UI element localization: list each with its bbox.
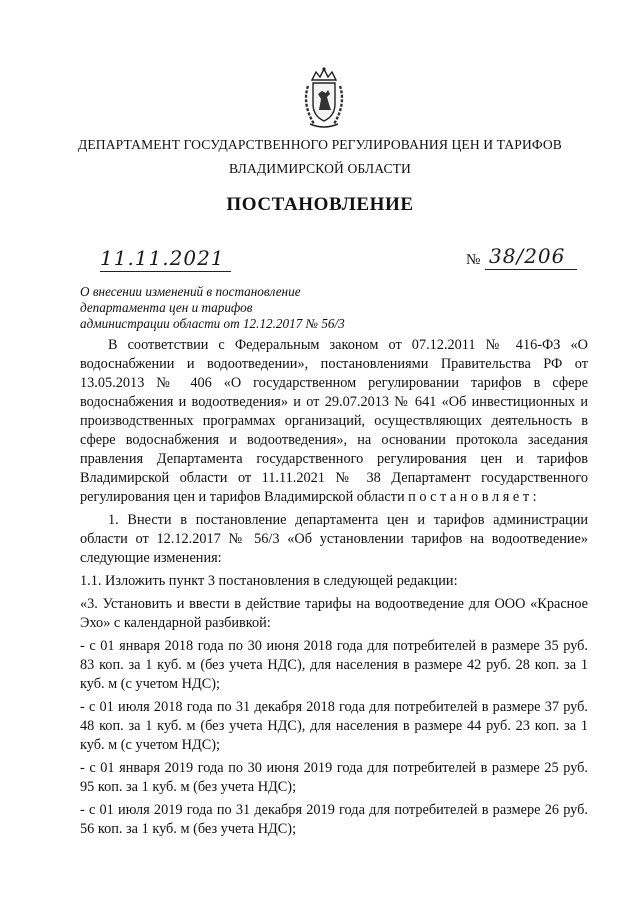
subject-line: администрации области от 12.12.2017 № 56/3 xyxy=(80,316,345,331)
document-number: 38/206 xyxy=(485,244,577,270)
tariff-period: - с 01 июля 2018 года по 31 декабря 2018 года для потребителей в размере 37 руб. 48 коп. за 1 куб. м (без учета НДС), для населения в размере 44 руб. 23 коп. за 1 куб. м (с учетом НДС); xyxy=(80,699,588,753)
tariff-period: - с 01 января 2019 года по 30 июня 2019 года для потребителей в размере 25 руб. 95 коп. за 1 куб. м (без учета НДС); xyxy=(80,760,588,795)
document-body xyxy=(80,336,588,843)
tariff-period: - с 01 июля 2019 года по 31 декабря 2019 года для потребителей в размере 26 руб. 56 коп. за 1 куб. м (без учета НДС); xyxy=(80,802,588,837)
document-type: ПОСТАНОВЛЕНИЕ xyxy=(226,194,414,215)
number-label: № xyxy=(466,252,481,268)
quote-start-paragraph: «3. Установить и ввести в действие тарифы на водоотведение для ООО «Красное Эхо» с календарной разбивкой: xyxy=(80,596,588,631)
coat-of-arms-icon xyxy=(300,66,348,130)
subject-line: департамента цен и тарифов xyxy=(80,300,253,315)
item-1-1-paragraph: 1.1. Изложить пункт 3 постановления в следующей редакции: xyxy=(80,573,458,589)
document-subject xyxy=(80,284,345,332)
document-date: 11.11.2021 xyxy=(100,246,231,272)
subject-line: О внесении изменений в постановление xyxy=(80,284,301,299)
item-1-paragraph: 1. Внести в постановление департамента цен и тарифов администрации области от 12.12.2017 № 56/3 «Об установлении тарифов на водоотведение» следующие изменения: xyxy=(80,512,588,566)
preamble-paragraph: В соответствии с Федеральным законом от 07.12.2011 № 416-ФЗ «О водоснабжении и водоотведении», постановлениями Правительства РФ от 13.05.2013 № 406 «О государственном регулировании тарифов в сфере водоснабжения и водоотведения» и от 29.07.2013 № 641 «Об инвестиционных и производственных программах организаций, осуществляющих деятельность в сфере водоснабжения и водоотведения», на основании протокола заседания правления Департамента государственного регулирования цен и тарифов Владимирской области от 11.11.2021 № 38 Департамент государственного регулирования цен и тарифов Владимирской области п о с т а н о в л я е т : xyxy=(80,337,588,505)
tariff-period: - с 01 января 2018 года по 30 июня 2018 года для потребителей в размере 35 руб. 83 коп. за 1 куб. м (без учета НДС), для населения в размере 42 руб. 28 коп. за 1 куб. м (с учетом НДС); xyxy=(80,638,588,692)
region-name: ВЛАДИМИРСКОЙ ОБЛАСТИ xyxy=(229,161,411,176)
department-name: ДЕПАРТАМЕНТ ГОСУДАРСТВЕННОГО РЕГУЛИРОВАНИЯ ЦЕН И ТАРИФОВ xyxy=(78,137,562,152)
